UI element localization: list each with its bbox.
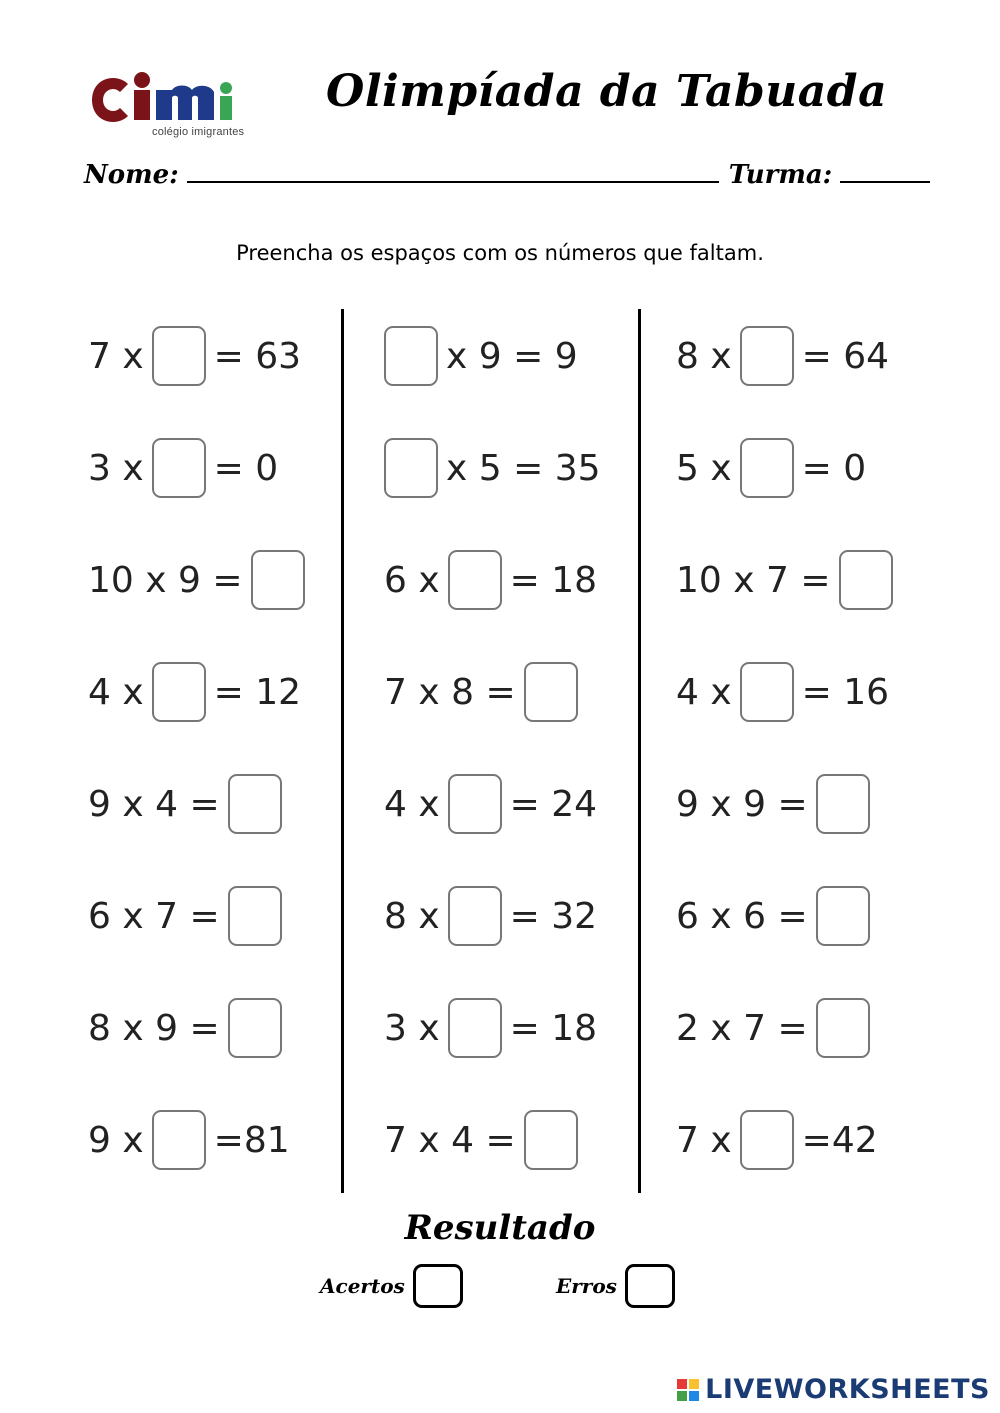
class-label: Turma: bbox=[728, 160, 833, 190]
equation-left: 8 x bbox=[384, 895, 440, 937]
equation-row bbox=[88, 636, 368, 748]
equation-left: 9 x 9 = bbox=[676, 783, 808, 825]
equation-row bbox=[676, 300, 956, 412]
liveworksheets-brand[interactable] bbox=[677, 1374, 990, 1405]
class-blank-line[interactable] bbox=[840, 179, 930, 183]
answer-box[interactable] bbox=[740, 326, 794, 386]
equation-left: 9 x bbox=[88, 1119, 144, 1161]
answer-box[interactable] bbox=[816, 774, 870, 834]
equation-right: = 24 bbox=[509, 783, 598, 825]
equation-left: 2 x 7 = bbox=[676, 1007, 808, 1049]
equation-right: = 18 bbox=[509, 559, 598, 601]
equation-row bbox=[384, 300, 664, 412]
equation-row bbox=[88, 860, 368, 972]
instruction-text: Preencha os espaços com os números que faltam. bbox=[236, 241, 764, 265]
equation-row bbox=[384, 860, 664, 972]
equation-right: = 64 bbox=[801, 335, 890, 377]
equation-row bbox=[384, 1084, 664, 1196]
answer-box[interactable] bbox=[228, 774, 282, 834]
equation-left: 4 x bbox=[676, 671, 732, 713]
equation-row bbox=[384, 748, 664, 860]
school-logo bbox=[80, 62, 270, 146]
equation-row bbox=[676, 748, 956, 860]
errors-count-box[interactable] bbox=[625, 1264, 675, 1308]
page-title: Olimpíada da Tabuada bbox=[326, 66, 888, 117]
errors-score bbox=[556, 1264, 675, 1308]
equation-row bbox=[676, 412, 956, 524]
answer-box[interactable] bbox=[448, 774, 502, 834]
equation-left: 5 x bbox=[676, 447, 732, 489]
result-title: Resultado bbox=[404, 1208, 596, 1248]
equation-row bbox=[384, 972, 664, 1084]
equation-left: 8 x bbox=[676, 335, 732, 377]
equation-right: =42 bbox=[801, 1119, 878, 1161]
answer-box[interactable] bbox=[228, 998, 282, 1058]
equation-right: x 9 = 9 bbox=[446, 335, 578, 377]
equation-row bbox=[384, 524, 664, 636]
equation-row bbox=[88, 748, 368, 860]
correct-count-box[interactable] bbox=[413, 1264, 463, 1308]
student-info-row bbox=[84, 160, 930, 190]
equation-left: 7 x 8 = bbox=[384, 671, 516, 713]
equation-column-3 bbox=[676, 300, 956, 1196]
answer-box[interactable] bbox=[816, 886, 870, 946]
equation-left: 6 x bbox=[384, 559, 440, 601]
equation-row bbox=[88, 524, 368, 636]
liveworksheets-logo-icon bbox=[677, 1379, 699, 1401]
equation-column-1 bbox=[88, 300, 368, 1196]
answer-box[interactable] bbox=[152, 662, 206, 722]
answer-box[interactable] bbox=[524, 1110, 578, 1170]
equation-right: = 63 bbox=[213, 335, 302, 377]
answer-box[interactable] bbox=[740, 662, 794, 722]
equation-row bbox=[676, 524, 956, 636]
equation-left: 6 x 7 = bbox=[88, 895, 220, 937]
equation-left: 7 x 4 = bbox=[384, 1119, 516, 1161]
brand-text: LIVEWORKSHEETS bbox=[705, 1374, 990, 1405]
errors-label: Erros bbox=[556, 1274, 617, 1298]
answer-box[interactable] bbox=[228, 886, 282, 946]
answer-box[interactable] bbox=[152, 326, 206, 386]
answer-box[interactable] bbox=[448, 886, 502, 946]
name-blank-line[interactable] bbox=[187, 179, 719, 183]
equation-left: 4 x bbox=[88, 671, 144, 713]
answer-box[interactable] bbox=[740, 1110, 794, 1170]
equation-right: = 18 bbox=[509, 1007, 598, 1049]
equation-right: = 0 bbox=[213, 447, 279, 489]
equation-row bbox=[384, 412, 664, 524]
answer-box[interactable] bbox=[740, 438, 794, 498]
correct-score bbox=[320, 1264, 463, 1308]
equation-row bbox=[384, 636, 664, 748]
equation-column-2 bbox=[384, 300, 664, 1196]
correct-label: Acertos bbox=[320, 1274, 405, 1298]
answer-box[interactable] bbox=[152, 438, 206, 498]
equation-left: 3 x bbox=[384, 1007, 440, 1049]
equation-left: 6 x 6 = bbox=[676, 895, 808, 937]
equation-left: 9 x 4 = bbox=[88, 783, 220, 825]
answer-box[interactable] bbox=[448, 550, 502, 610]
name-label: Nome: bbox=[84, 160, 179, 190]
equation-right: = 12 bbox=[213, 671, 302, 713]
equation-left: 10 x 7 = bbox=[676, 559, 831, 601]
answer-box[interactable] bbox=[152, 1110, 206, 1170]
equation-left: 7 x bbox=[676, 1119, 732, 1161]
equation-row bbox=[88, 972, 368, 1084]
equation-left: 4 x bbox=[384, 783, 440, 825]
equation-left: 7 x bbox=[88, 335, 144, 377]
answer-box[interactable] bbox=[448, 998, 502, 1058]
answer-box[interactable] bbox=[524, 662, 578, 722]
answer-box[interactable] bbox=[384, 326, 438, 386]
equation-right: = 32 bbox=[509, 895, 598, 937]
equation-right: =81 bbox=[213, 1119, 290, 1161]
equation-left: 10 x 9 = bbox=[88, 559, 243, 601]
equation-left: 3 x bbox=[88, 447, 144, 489]
equation-row bbox=[676, 860, 956, 972]
answer-box[interactable] bbox=[251, 550, 305, 610]
equation-row bbox=[88, 412, 368, 524]
logo-subtitle: colégio imigrantes bbox=[152, 126, 245, 138]
answer-box[interactable] bbox=[816, 998, 870, 1058]
equation-row bbox=[676, 972, 956, 1084]
equation-right: = 16 bbox=[801, 671, 890, 713]
equation-left: 8 x 9 = bbox=[88, 1007, 220, 1049]
equation-row bbox=[88, 1084, 368, 1196]
answer-box[interactable] bbox=[384, 438, 438, 498]
equation-right: = 0 bbox=[801, 447, 867, 489]
answer-box[interactable] bbox=[839, 550, 893, 610]
equation-row bbox=[676, 636, 956, 748]
equation-row bbox=[88, 300, 368, 412]
equation-right: x 5 = 35 bbox=[446, 447, 601, 489]
equation-row bbox=[676, 1084, 956, 1196]
